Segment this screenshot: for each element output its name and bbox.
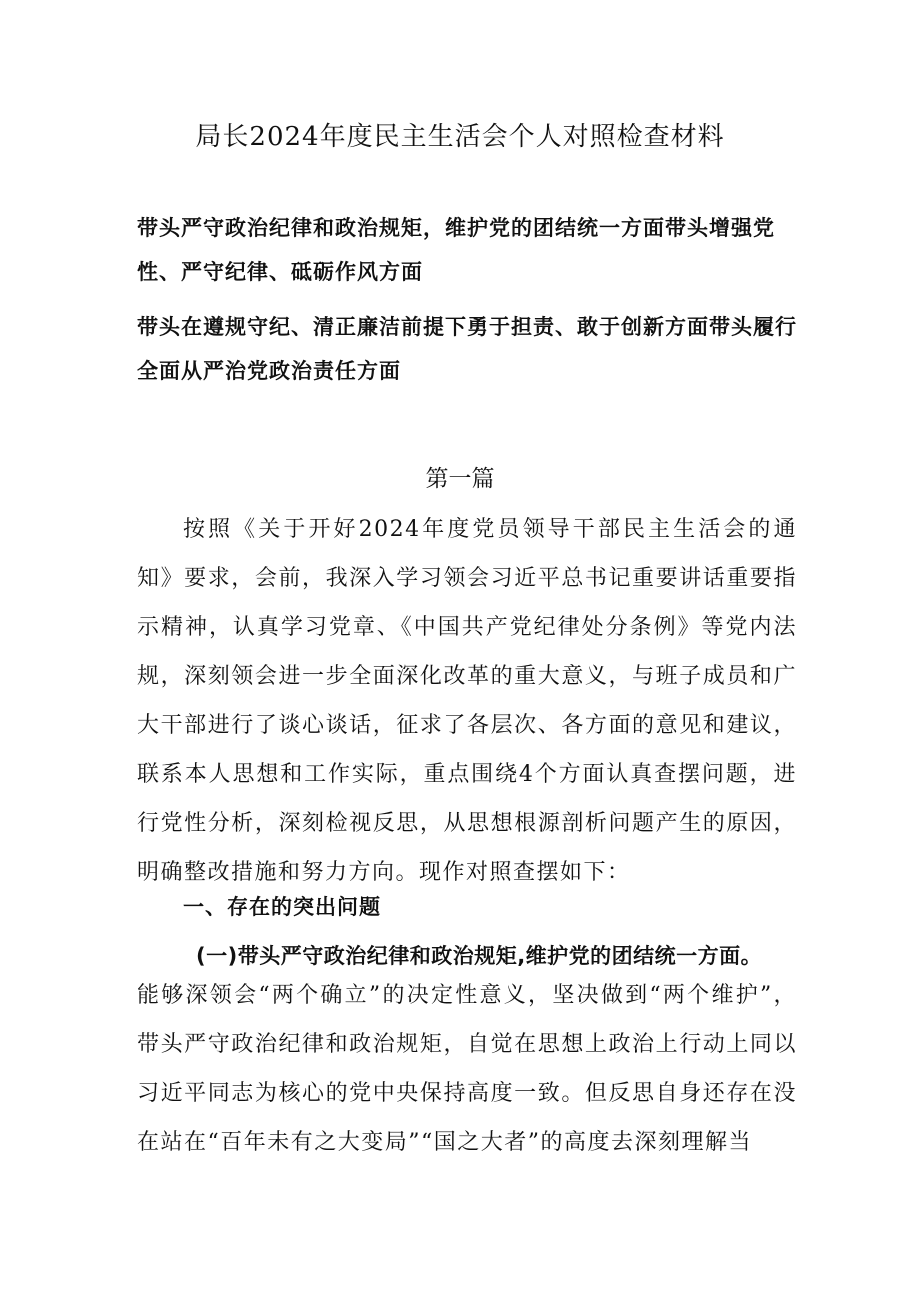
heading-existing-problems: 一、存在的突出问题	[183, 895, 381, 919]
subheading-political-discipline: (一)带头严守政治纪律和政治规矩,维护党的团结统一方面。	[196, 944, 763, 968]
body-paragraph: 能够深领会“两个确立”的决定性意义，坚决做到“两个维护”，带头严守政治纪律和政治规矩，自觉在思想上政治上行动上同以习近平同志为核心的党中央保持高度一致。但反思自身还存在没在站在“百年未有之大变局”“国之大者”的高度去深刻理解当	[137, 983, 797, 1155]
intro-paragraph: 按照《关于开好2024年度党员领导干部民主生活会的通知》要求，会前，我深入学习领会习近平总书记重要讲话重要指示精神，认真学习党章、《中国共产党纪律处分条例》等党内法规，深刻领会进一步全面深化改革的重大意义，与班子成员和广大干部进行了谈心谈话，征求了各层次、各方面的意见和建议，联系本人思想和工作实际，重点围绕4个方面认真查摆问题，进行党性分析，深刻检视反思，从思想根源剖析问题产生的原因，明确整改措施和努力方向。现作对照查摆如下：	[137, 517, 797, 885]
document-title: 局长2024年度民主生活会个人对照检查材料	[195, 122, 725, 152]
section-title: 第一篇	[425, 466, 495, 492]
summary-line-1: 带头严守政治纪律和政治规矩，维护党的团结统一方面带头增强党性、严守纪律、砥砺作风方面	[137, 216, 775, 284]
summary-line-2: 带头在遵规守纪、清正廉洁前提下勇于担责、敢于创新方面带头履行全面从严治党政治责任方面	[137, 315, 797, 383]
